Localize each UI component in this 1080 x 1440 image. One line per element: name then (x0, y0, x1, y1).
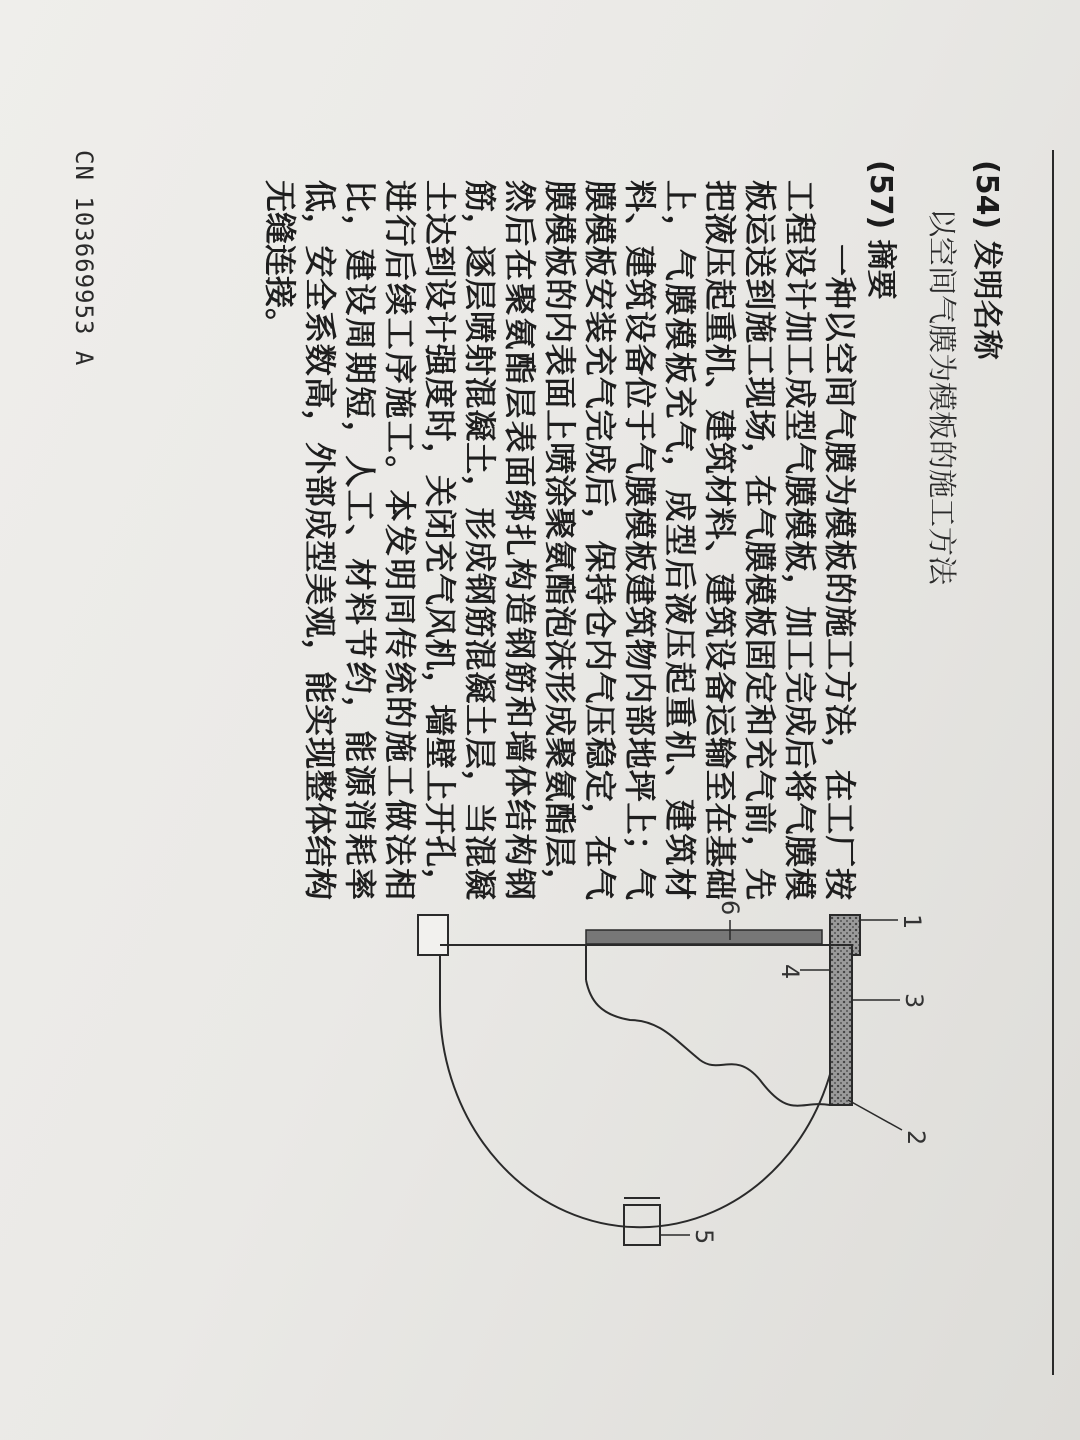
inflation-fan-box (624, 1205, 660, 1245)
label-3: 3 (900, 993, 928, 1009)
rotated-page-content (60, 150, 1020, 1380)
publication-number: CN 103669953 A (70, 150, 98, 367)
label-4: 4 (776, 964, 804, 980)
label-5: 5 (690, 1229, 718, 1245)
foundation-block-bottom (418, 915, 448, 955)
label-1: 1 (898, 914, 926, 930)
page-border-line (1052, 150, 1054, 1375)
label-6: 6 (716, 900, 744, 916)
membrane-dome (440, 1005, 840, 1227)
structure-diagram (380, 850, 960, 1370)
abstract-text: 一种以空间气膜为模板的施工方法，在工厂按工程设计加工成型气膜模板，加工完成后将气膜模板运送到施工现场，在气膜模板固定和充气前，先把液压起重机、建筑材料、建筑设备运输至在基础上，气膜模板充气，成型后液压起重机、建筑材料、建筑设备位于气膜模板建筑物内部地坪上；气膜模板安装充气完成后，保持仓内气压稳定，在气膜模板的内表面上喷涂聚氨酯泡沫形成聚氨酯层，然后在聚氨酯层表面绑扎构造钢筋和墙体结构钢筋，逐层喷射混凝土，形成钢筋混凝土层，当混凝土达到设计强度时，关闭充气风机，墙壁上开孔，进行后续工序施工。本发明同传统的施工做法相比，建设周期短，人工、材料节约，能源消耗率低，安全系数高，外部成型美观，能实现整体结构无缝连接。 (261, 180, 859, 900)
inner-layer-curve (586, 980, 830, 1106)
floor-slab-hatched (586, 930, 822, 944)
abstract-heading: (57) 摘要 (863, 160, 898, 300)
leader-2 (848, 1100, 902, 1130)
abstract-figure (380, 850, 960, 1370)
label-2: 2 (902, 1130, 930, 1146)
invention-title-heading: (54) 发明名称 (969, 160, 1004, 360)
wall-layer (830, 945, 852, 1105)
invention-title: 以空间气膜为模板的施工方法 (925, 208, 959, 586)
